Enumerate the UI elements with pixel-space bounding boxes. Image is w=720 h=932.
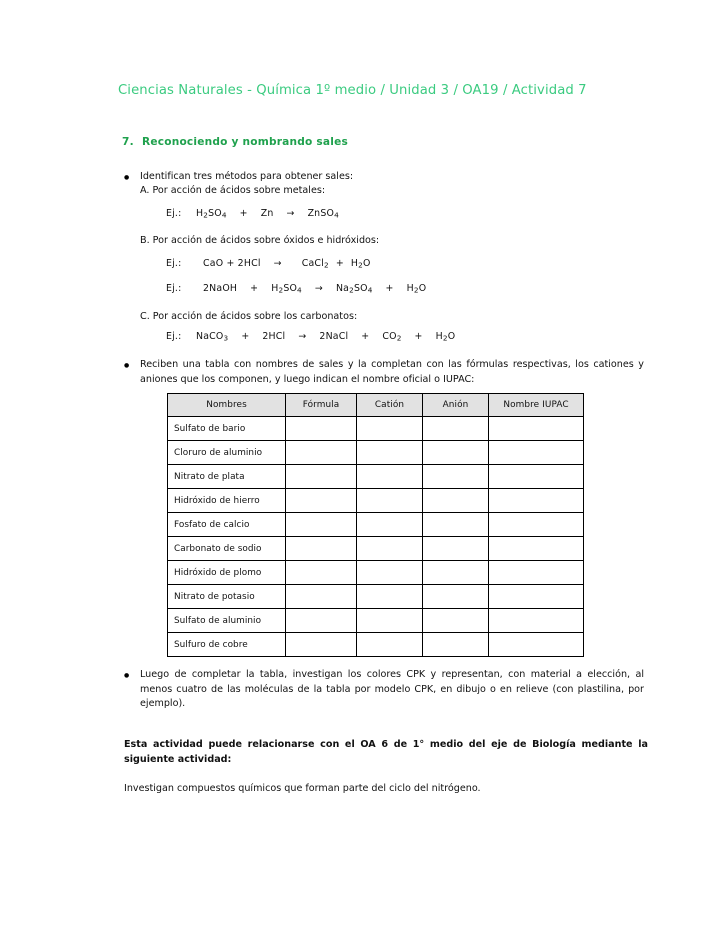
- cell-anion[interactable]: [423, 609, 489, 633]
- method-c-label: C. Por acción de ácidos sobre los carbonatos:: [140, 311, 358, 322]
- bullet-dot-icon: [124, 668, 140, 684]
- bullet-text-cpk: Luego de completar la tabla, investigan los colores CPK y representan, con material a elección, al menos cuatro de las moléculas de la tabla por modelo CPK, en dibujo o en relieve (con plastilina, por ejemplo).: [140, 669, 644, 710]
- table-row: [168, 633, 584, 657]
- cell-iupac[interactable]: [489, 441, 584, 465]
- activity-number: 7.: [122, 136, 134, 148]
- table-row: [168, 417, 584, 441]
- equation-a: Ej.: $H_2SO_4 + Zn$ → ZnSO$_4$: [166, 208, 339, 220]
- table-header-formula: Fórmula: [286, 394, 357, 417]
- equation-b1: Ej.: CaO + 2HCl → CaCl$_2$ + $H_2O$: [166, 258, 371, 270]
- cell-nombre: Fosfato de calcio: [168, 513, 286, 537]
- cell-formula[interactable]: [286, 609, 357, 633]
- table-header-anion: Anión: [423, 394, 489, 417]
- equation-c: Ej.: NaCO$_3$ + 2HCl → 2NaCl + $CO_2 + H_2O$: [166, 331, 456, 343]
- cell-nombre: Nitrato de potasio: [168, 585, 286, 609]
- cell-anion[interactable]: [423, 441, 489, 465]
- equation-a-prefix: Ej.:: [166, 208, 182, 219]
- table-row: [168, 585, 584, 609]
- table-header-cation: Catión: [357, 394, 423, 417]
- cell-iupac[interactable]: [489, 609, 584, 633]
- cell-anion[interactable]: [423, 633, 489, 657]
- bullet-dot-icon: [124, 170, 140, 186]
- equation-b1-prefix: Ej.:: [166, 258, 182, 269]
- cell-formula[interactable]: [286, 537, 357, 561]
- closing-line: Investigan compuestos químicos que forman parte del ciclo del nitrógeno.: [124, 783, 481, 794]
- cell-formula[interactable]: [286, 585, 357, 609]
- cell-iupac[interactable]: [489, 561, 584, 585]
- cell-anion[interactable]: [423, 489, 489, 513]
- cell-formula[interactable]: [286, 489, 357, 513]
- cell-anion[interactable]: [423, 585, 489, 609]
- cell-nombre: Nitrato de plata: [168, 465, 286, 489]
- cell-cation[interactable]: [357, 489, 423, 513]
- cell-formula[interactable]: [286, 441, 357, 465]
- table-row: [168, 441, 584, 465]
- activity-heading-text: Reconociendo y nombrando sales: [142, 136, 348, 148]
- cell-nombre: Sulfuro de cobre: [168, 633, 286, 657]
- table-header-iupac: Nombre IUPAC: [489, 394, 584, 417]
- cell-cation[interactable]: [357, 417, 423, 441]
- activity-heading: [122, 136, 348, 148]
- table-header-row: [168, 394, 584, 417]
- cell-cation[interactable]: [357, 633, 423, 657]
- cell-cation[interactable]: [357, 609, 423, 633]
- cell-anion[interactable]: [423, 417, 489, 441]
- cell-anion[interactable]: [423, 513, 489, 537]
- table-body: [168, 417, 584, 657]
- equation-b2: Ej.: 2NaOH + $H_2SO_4 \to Na_2SO_4 + H_2O$: [166, 283, 427, 295]
- table-row: [168, 561, 584, 585]
- cell-anion[interactable]: [423, 561, 489, 585]
- cell-iupac[interactable]: [489, 633, 584, 657]
- cell-nombre: Hidróxido de plomo: [168, 561, 286, 585]
- cell-formula[interactable]: [286, 633, 357, 657]
- cell-anion[interactable]: [423, 465, 489, 489]
- page-title: Ciencias Naturales - Química 1º medio / Unidad 3 / OA19 / Actividad 7: [118, 83, 587, 98]
- cell-iupac[interactable]: [489, 465, 584, 489]
- cell-cation[interactable]: [357, 465, 423, 489]
- cell-cation[interactable]: [357, 537, 423, 561]
- cell-iupac[interactable]: [489, 585, 584, 609]
- bullet-item-table-intro: [124, 358, 644, 387]
- cell-iupac[interactable]: [489, 513, 584, 537]
- cell-nombre: Sulfato de bario: [168, 417, 286, 441]
- cell-iupac[interactable]: [489, 417, 584, 441]
- cell-cation[interactable]: [357, 441, 423, 465]
- table-row: [168, 609, 584, 633]
- bullet-dot-icon: [124, 358, 140, 374]
- salts-table: [167, 393, 584, 657]
- table-row: [168, 465, 584, 489]
- bullet-text-methods: Identifican tres métodos para obtener sales:: [140, 171, 354, 182]
- cell-nombre: Hidróxido de hierro: [168, 489, 286, 513]
- equation-c-prefix: Ej.:: [166, 331, 182, 342]
- cell-cation[interactable]: [357, 513, 423, 537]
- cell-cation[interactable]: [357, 561, 423, 585]
- bullet-item-cpk: [124, 668, 644, 712]
- cell-cation[interactable]: [357, 585, 423, 609]
- cell-formula[interactable]: [286, 513, 357, 537]
- cell-formula[interactable]: [286, 465, 357, 489]
- cell-formula[interactable]: [286, 417, 357, 441]
- method-b-label: B. Por acción de ácidos sobre óxidos e hidróxidos:: [140, 235, 380, 246]
- cell-iupac[interactable]: [489, 537, 584, 561]
- table-row: [168, 537, 584, 561]
- method-a-label: A. Por acción de ácidos sobre metales:: [140, 185, 326, 196]
- cell-nombre: Sulfato de aluminio: [168, 609, 286, 633]
- cell-nombre: Carbonato de sodio: [168, 537, 286, 561]
- table-row: [168, 489, 584, 513]
- table-header-nombres: Nombres: [168, 394, 286, 417]
- relation-note: Esta actividad puede relacionarse con el OA 6 de 1° medio del eje de Biología mediante la siguiente actividad:: [124, 739, 648, 765]
- cell-iupac[interactable]: [489, 489, 584, 513]
- table-row: [168, 513, 584, 537]
- cell-formula[interactable]: [286, 561, 357, 585]
- bullet-text-table-intro: Reciben una tabla con nombres de sales y la completan con las fórmulas respectivas, los cationes y aniones que los componen, y luego indican el nombre oficial o IUPAC:: [140, 359, 644, 385]
- cell-anion[interactable]: [423, 537, 489, 561]
- cell-nombre: Cloruro de aluminio: [168, 441, 286, 465]
- equation-b2-prefix: Ej.:: [166, 283, 182, 294]
